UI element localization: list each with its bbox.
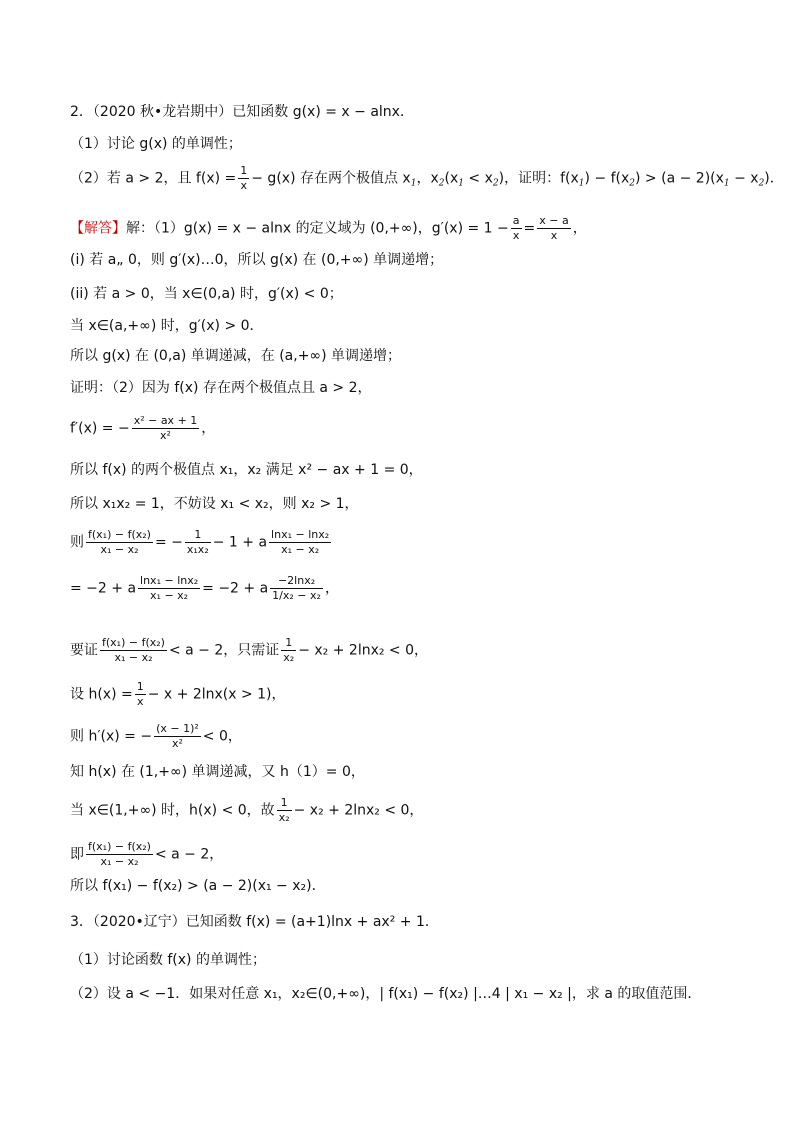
solution-line-18: 所以 f(x₁) − f(x₂) > (a − 2)(x₁ − x₂)． (70, 878, 326, 894)
solution-line-17: 即 $\frac{\text{f(x₁) − f(x₂)}}{\text{x₁ − x₂}}$ < a − 2， (70, 840, 224, 868)
solution-line-11: = −2 + a $\frac{\text{lnx₁ − lnx₂}}{\text{x₁ − x₂}}$ = −2 + a $\frac{\text{−2lnx₂}}{\text{1/x₂ − x₂}}$ ， (70, 574, 339, 602)
solution-line-4: 当 x∈(a,+∞) 时，g′(x) > 0． (70, 318, 264, 334)
fraction-1-over-x1x2: $\frac{1}{\text{x₁x₂}}$ (186, 528, 209, 556)
solution-line-1: 【解答】解：（1）g(x) = x − alnx 的定义域为 (0,+∞)，g′(x) = 1 − $\frac{a}{x}$ = $\frac{x - a}{x}$ ， (70, 214, 587, 242)
solution-line-16: 当 x∈(1,+∞) 时，h(x) < 0，故 $\frac{1}{\text{x₂}}$ − x₂ + 2lnx₂ < 0， (70, 796, 424, 824)
fraction-difference-quotient-3: $\frac{\text{f(x₁) − f(x₂)}}{\text{x₁ − x₂}}$ (88, 840, 151, 868)
problem-3-heading: 3．（2020•辽宁）已知函数 f(x) = (a+1)lnx + ax² + 1． (70, 914, 439, 930)
problem-3-part-2: （2）设 a < −1．如果对任意 x₁，x₂∈(0,+∞)，| f(x₁) − f(x₂) |…4 | x₁ − x₂ |，求 a 的取值范围． (70, 986, 702, 1002)
solution-line-13: 设 h(x) = $\frac{1}{x}$ − x + 2lnx(x > 1)， (70, 680, 286, 708)
solution-line-12: 要证 $\frac{\text{f(x₁) − f(x₂)}}{\text{x₁ − x₂}}$ < a − 2，只需证 $\frac{1}{\text{x₂}}$ − x₂ + 2lnx₂ < 0， (70, 636, 429, 664)
problem-3-part-1: （1）讨论函数 f(x) 的单调性； (70, 952, 266, 968)
solution-line-7: f′(x) = − $\frac{\text{x² − ax + 1}}{\text{x²}}$ ， (70, 414, 216, 442)
problem-2-heading: 2．（2020 秋•龙岩期中）已知函数 g(x) = x − alnx． (70, 104, 414, 120)
fraction-ln-difference: $\frac{\text{lnx₁ − lnx₂}}{\text{x₁ − x₂}}$ (271, 528, 330, 556)
fraction-fprime: $\frac{\text{x² − ax + 1}}{\text{x²}}$ (133, 414, 198, 442)
fraction-1-over-x2: $\frac{1}{\text{x₂}}$ (283, 636, 295, 664)
solution-line-10: 则 $\frac{\text{f(x₁) − f(x₂)}}{\text{x₁ − x₂}}$ = − $\frac{1}{\text{x₁x₂}}$ − 1 + a $\frac{\text{lnx₁ − lnx₂}}{\text{x₁ − x₂}}$ (70, 528, 330, 556)
solution-line-14: 则 h′(x) = − $\frac{\text{(x − 1)²}}{\text{x²}}$ < 0， (70, 722, 242, 750)
fraction-1-over-x: $\frac{1}{x}$ (240, 164, 248, 192)
solution-line-8: 所以 f(x) 的两个极值点 x₁，x₂ 满足 x² − ax + 1 = 0， (70, 462, 423, 478)
fraction-hprime: $\frac{\text{(x − 1)²}}{\text{x²}}$ (156, 722, 199, 750)
solution-line-5: 所以 g(x) 在 (0,a) 单调递减，在 (a,+∞) 单调递增； (70, 348, 402, 364)
problem-2-part-1: （1）讨论 g(x) 的单调性； (70, 136, 242, 152)
problem-2-part-2: （2）若 a > 2，且 f(x) = $\frac{1}{x}$ − g(x) 存在两个极值点 $x_1$，$x_2(x_1 < x_2)$，证明：$f(x_1) - f(x_2) > (a - 2)(x_1 - x_2)$． (70, 164, 784, 192)
fraction-a-over-x: $\frac{a}{x}$ (512, 214, 520, 242)
fraction-1-over-x-2: $\frac{1}{x}$ (136, 680, 144, 708)
solution-line-9: 所以 x₁x₂ = 1，不妨设 x₁ < x₂，则 x₂ > 1， (70, 496, 359, 512)
fraction-difference-quotient-2: $\frac{\text{f(x₁) − f(x₂)}}{\text{x₁ − x₂}}$ (102, 636, 165, 664)
solution-line-6: 证明：（2）因为 f(x) 存在两个极值点且 a > 2， (70, 380, 372, 396)
fraction-ln-difference-2: $\frac{\text{lnx₁ − lnx₂}}{\text{x₁ − x₂}}$ (140, 574, 199, 602)
fraction-1-over-x2-2: $\frac{1}{\text{x₂}}$ (278, 796, 290, 824)
fraction-difference-quotient: $\frac{\text{f(x₁) − f(x₂)}}{\text{x₁ − x₂}}$ (88, 528, 151, 556)
solution-line-3: (ii) 若 a > 0，当 x∈(0,a) 时，g′(x) < 0； (70, 286, 343, 302)
answer-tag: 【解答】 (70, 220, 126, 237)
solution-line-15: 知 h(x) 在 (1,+∞) 单调递减，又 h（1）= 0， (70, 764, 365, 780)
fraction-neg2ln-over-compound: $\frac{\text{−2lnx₂}}{\text{1/x₂ − x₂}}$ (272, 574, 321, 602)
solution-line-2: (i) 若 a„ 0，则 g′(x)…0，所以 g(x) 在 (0,+∞) 单调递增； (70, 252, 444, 268)
fraction-x-minus-a-over-x: $\frac{x - a}{x}$ (539, 214, 569, 242)
